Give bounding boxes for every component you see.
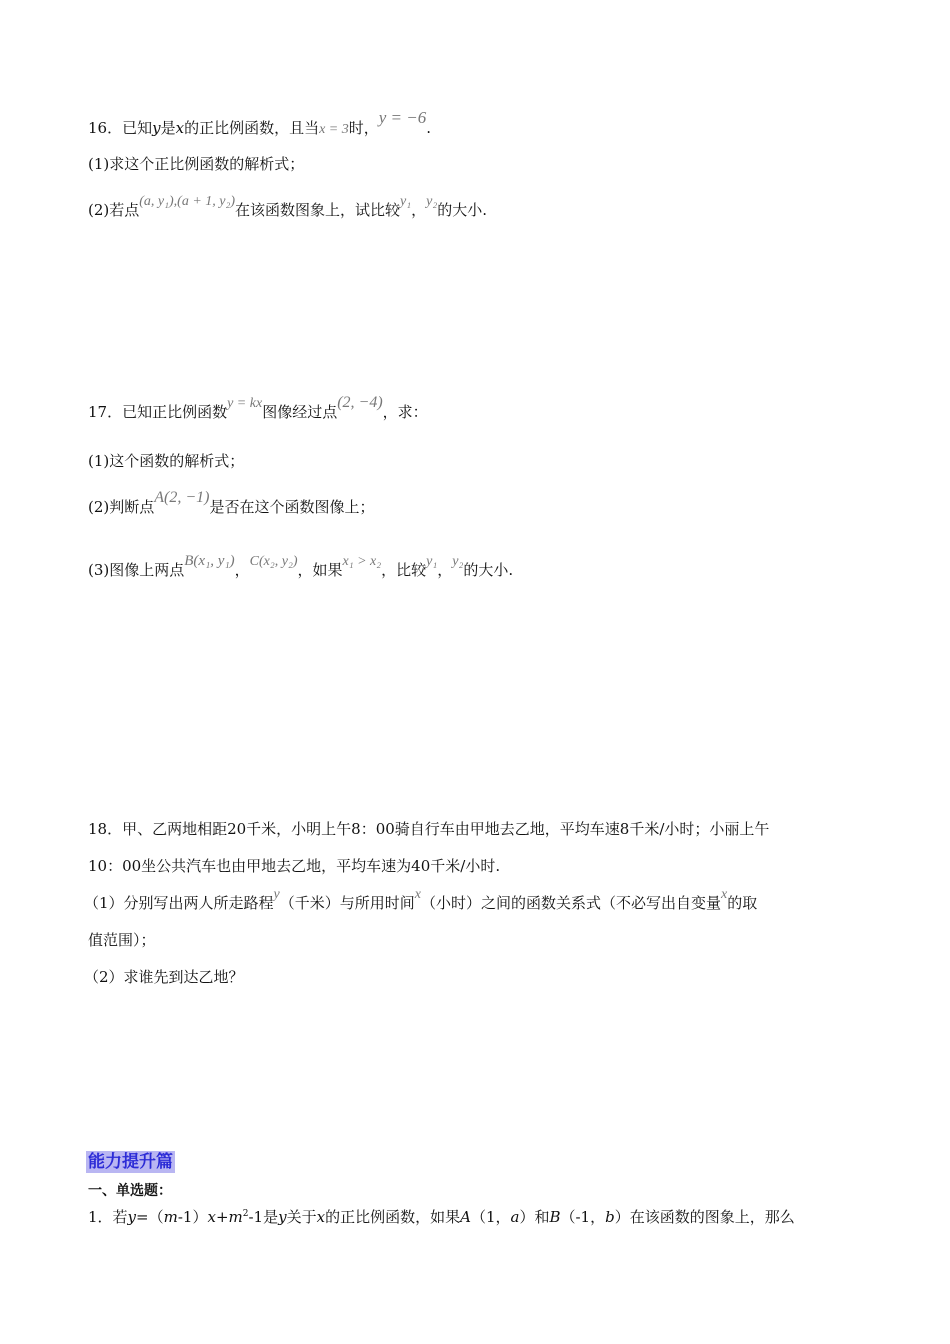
q16-part1: (1)求这个正比例函数的解析式； — [88, 155, 305, 173]
q17-part2: (2)判断点A(2, −1)是否在这个函数图像上； — [88, 489, 375, 516]
q17-stem: 17．已知正比例函数y = kx图像经过点(2, −4)，求： — [88, 394, 428, 421]
q1-stem: 1．若$y=(m-1)x+m^2-1$是y关于x的正比例函数，如果A（1，a）和B（-1，b）在该函数的图象上，那么 — [88, 1208, 795, 1226]
q18-part1: （1）分别写出两人所走路程y（千米）与所用时间x（小时）之间的函数关系式（不必写出自变量x的取 — [84, 887, 758, 912]
section-subtitle: 一、单选题： — [88, 1183, 172, 1199]
q16-stem: 16．已知y是x的正比例函数，且当x = 3时，y = −6. — [88, 108, 432, 137]
section-title: 能力提升篇 — [88, 1152, 173, 1172]
q18-part2: （2）求谁先到达乙地？ — [84, 968, 244, 986]
q18-line1: 18．甲、乙两地相距20千米，小明上午8：00骑自行车由甲地去乙地，平均车速8千米/小时；小丽上午 — [88, 820, 770, 838]
q17-part3: (3)图像上两点B(x₁, y₁)，C(x₂, y₂)，如果x₁ > x₂，比较y₁，y₂的大小. — [88, 553, 514, 579]
q18-line2: 10：00坐公共汽车也由甲地去乙地，平均车速为40千米/小时. — [88, 857, 501, 875]
q17-part1: (1)这个函数的解析式； — [88, 452, 245, 470]
q18-part1-cont: 值范围）； — [88, 931, 156, 949]
q16-part2: (2)若点(a, y₁),(a + 1, y₂)在该函数图象上，试比较y₁，y₂的大小. — [88, 194, 488, 219]
